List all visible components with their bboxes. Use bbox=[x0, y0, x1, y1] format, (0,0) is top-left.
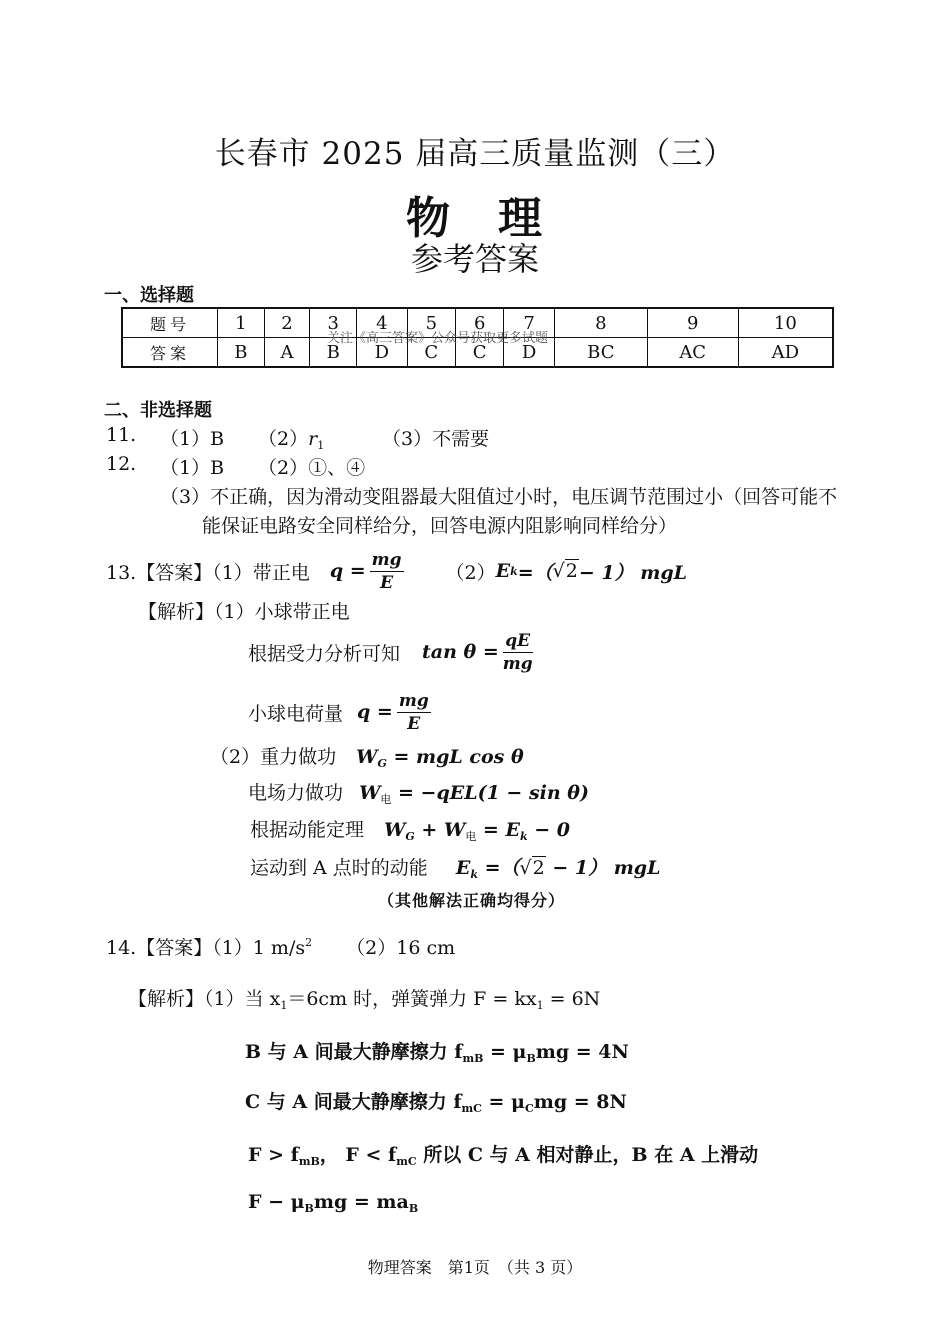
q13-step1: 根据受力分析可知 tan θ = $\frac{qE}{mg}$ bbox=[248, 630, 533, 674]
q11-part3: （3）不需要 bbox=[382, 428, 490, 450]
table-cell: 10 bbox=[738, 308, 833, 338]
table-cell: 4 bbox=[357, 308, 408, 338]
q14-line-m: $F - \mu_Bmg = ma_B$ bbox=[248, 1191, 419, 1215]
q13-answer: 13.【答案】（1）带正电 q = $\frac{mg}{E}$ （2） E k =（ √2 − 1） mgL bbox=[106, 549, 687, 593]
table-cell: C bbox=[407, 338, 455, 368]
q14-line-c: C 与 A 间最大静摩擦力 $f_{mC} = \mu_Cmg = 8N$ bbox=[245, 1091, 627, 1115]
table-cell: 7 bbox=[504, 308, 555, 338]
table-cell: 6 bbox=[455, 308, 503, 338]
q11-number: 11. bbox=[106, 424, 137, 446]
q12-part3-line2: 能保证电路安全同样给分，回答电源内阻影响同样给分） bbox=[202, 515, 678, 537]
subject-title: 物 理 bbox=[406, 193, 544, 244]
table-cell: B bbox=[310, 338, 357, 368]
table-cell: B bbox=[218, 338, 265, 368]
table-cell: D bbox=[504, 338, 555, 368]
table-cell: AC bbox=[647, 338, 738, 368]
table-header-number: 题号 bbox=[122, 308, 218, 338]
table-header-answer: 答案 bbox=[122, 338, 218, 368]
table-cell: A bbox=[264, 338, 310, 368]
q14-answer: 14.【答案】（1）1 $m/s^2$ （2）16 cm bbox=[106, 936, 456, 959]
q13-note: （其他解法正确均得分） bbox=[378, 891, 566, 910]
q13-step6: 运动到 A 点时的动能 $E_k =(√2 - 1)$ mgL bbox=[250, 857, 661, 881]
table-cell: C bbox=[455, 338, 503, 368]
table-cell: 8 bbox=[554, 308, 647, 338]
table-cell: 3 bbox=[310, 308, 357, 338]
q12-part2: （2）①、④ bbox=[258, 457, 366, 479]
q13-step2: 小球电荷量 q = $\frac{mg}{E}$ bbox=[248, 690, 429, 734]
exam-title: 长春市 2025 届高三质量监测（三） bbox=[214, 136, 736, 172]
section-1-heading: 一、选择题 bbox=[104, 285, 194, 306]
q13-step5: 根据动能定理 $W_G + W_电 = E_k - 0$ bbox=[250, 819, 570, 843]
q14-line-b: B 与 A 间最大静摩擦力 $f_{mB} = \mu_Bmg = 4N$ bbox=[245, 1041, 629, 1065]
q11-part1: （1）B bbox=[160, 428, 225, 450]
table-cell: 9 bbox=[647, 308, 738, 338]
answer-key-title: 参考答案 bbox=[410, 240, 539, 278]
q12-part3-line1: （3）不正确，因为滑动变阻器最大阻值过小时，电压调节范围过小（回答可能不 bbox=[160, 486, 838, 508]
q11-part2: $(2)r_1$ bbox=[258, 428, 325, 452]
q13-analysis-label: 【解析】（1）小球带正电 bbox=[138, 601, 350, 623]
table-cell: BC bbox=[554, 338, 647, 368]
watermark-text: 关注《高三答案》公众号获取更多试题 bbox=[327, 331, 549, 346]
q12-part1: （1）B bbox=[160, 457, 225, 479]
table-cell: 2 bbox=[264, 308, 310, 338]
q14-line-f: $F > f_{mB}$， $F < f_{mC}$ 所以 C 与 A 相对静止，B 在 A 上滑动 bbox=[248, 1144, 759, 1168]
q12-number: 12. bbox=[106, 453, 137, 475]
q13-step3: （2）重力做功 $W_G$ = mgL cos θ bbox=[210, 746, 524, 770]
q13-step4: 电场力做功 $W_电 = -qEL(1 - \sin \theta)$ bbox=[248, 782, 589, 806]
table-cell: D bbox=[357, 338, 408, 368]
section-2-heading: 二、非选择题 bbox=[104, 400, 212, 421]
table-cell: 1 bbox=[218, 308, 265, 338]
table-cell: AD bbox=[738, 338, 833, 368]
page-footer: 物理答案 第1页 （共 3 页） bbox=[367, 1258, 583, 1277]
q14-analysis-line1: 【解析】（1）当 $x_1=6cm$ 时，弹簧弹力 $F = kx_1 = 6N$ bbox=[128, 988, 601, 1012]
table-cell: 5 bbox=[407, 308, 455, 338]
